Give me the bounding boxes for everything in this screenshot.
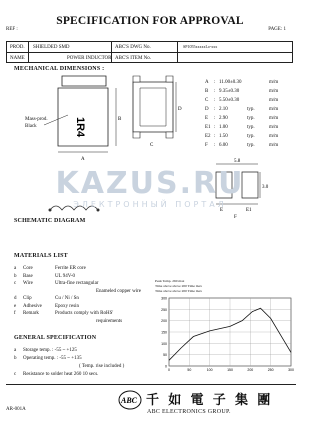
material-row [14, 311, 113, 316]
prod-label: PROD. [10, 45, 25, 50]
land-label-e1: E1 [246, 208, 252, 213]
general-text: Operating temp. : -55 ~ +135 [23, 356, 82, 361]
general-key: b [14, 356, 17, 361]
doc-ref: AR-001A [6, 407, 26, 412]
x-tick-label: 0 [168, 368, 170, 372]
material-name: Wire [23, 281, 33, 286]
dimension-value: 1.00 [219, 125, 228, 130]
mass-label: Mass-prod. [25, 117, 48, 122]
dwg-label: ABC'S DWG No. [115, 45, 151, 50]
prod-value: SHIELDED SMD [33, 45, 70, 50]
general-text: Resistance to solder heat 260 10 secs. [23, 372, 99, 377]
x-tick-label: 100 [206, 368, 213, 372]
material-desc: UL 94V-0 [55, 273, 76, 279]
general-row [14, 356, 82, 361]
dimension-note: typ. [247, 143, 255, 148]
marking-text: 1R4 [74, 117, 86, 138]
material-row [14, 274, 75, 279]
chart-note-2: Time above above 200 Time max [155, 284, 202, 288]
company-name-cn: 千 如 電 子 集 團 [146, 392, 274, 407]
general-key: c [14, 372, 17, 377]
general-heading: GENERAL SPECIFICATION [14, 335, 97, 341]
dimensions-table [205, 78, 297, 150]
material-name: Remark [23, 311, 39, 316]
dimension-row: F : 6.00 typ. m/m [205, 143, 279, 148]
dimension-key: E2 [205, 134, 211, 139]
material-row [55, 289, 141, 294]
general-text: Storage temp. : -55 ~ +125 [23, 348, 77, 353]
land-label-e: E [220, 208, 224, 213]
general-key: a [14, 348, 17, 353]
material-name: Adhesive [23, 303, 42, 309]
x-tick-label: 200 [247, 368, 254, 372]
dimension-note: typ. [247, 134, 255, 139]
y-tick-label: 250 [161, 307, 167, 312]
item-label: ABC'S ITEM No. [115, 56, 152, 61]
material-key: f [14, 311, 16, 316]
material-desc: Enameled copper wire [96, 288, 141, 294]
dwg-value: SP1055xxxxxLo-xxx [183, 44, 218, 49]
dimension-value: 1.50 [219, 134, 228, 139]
material-row [14, 266, 86, 271]
name-label: NAME [10, 56, 25, 61]
dimension-unit: m/m [269, 134, 279, 139]
y-tick-label: 150 [161, 330, 167, 335]
header-table [6, 41, 293, 63]
land-dim-w2: 5.8 [234, 159, 241, 164]
material-row [14, 281, 98, 286]
mass-color: Black [25, 124, 37, 129]
dimension-unit: m/m [269, 116, 279, 121]
material-desc: Cu / Ni / Sn [55, 296, 79, 301]
name-value: POWER INDUCTOR [67, 56, 112, 61]
dimension-row: C : 5.50±0.30 m/m [205, 98, 279, 103]
material-desc: Ferrite ER core [55, 266, 86, 271]
y-tick-label: 300 [161, 296, 167, 301]
dimension-key: E [205, 116, 209, 121]
svg-text:ABC: ABC [121, 396, 138, 405]
dimension-row: E2 : 1.50 typ. m/m [205, 134, 279, 139]
dimension-unit: m/m [269, 89, 279, 94]
dimension-key: D [205, 107, 209, 112]
general-text: ( Temp. rise included ) [79, 364, 125, 369]
x-tick-label: 250 [267, 368, 274, 372]
y-tick-label: 200 [161, 319, 167, 324]
material-desc: Epoxy resin [55, 303, 80, 309]
material-name: Base [23, 273, 33, 279]
company-logo [118, 388, 142, 412]
footer-divider [6, 384, 296, 385]
dimension-value: 5.50±0.30 [219, 98, 240, 103]
y-tick-label: 0 [165, 364, 167, 369]
general-row [70, 364, 124, 369]
dimension-row: B : 9.35±0.30 m/m [205, 89, 279, 94]
dimension-key: B [205, 89, 209, 94]
general-row [14, 348, 77, 353]
dim-label-a: A [81, 157, 85, 162]
x-tick-label: 300 [288, 368, 294, 372]
page-label: PAGE: 1 [268, 27, 286, 32]
document-title: SPECIFICATION FOR APPROVAL [56, 15, 244, 27]
reflow-chart [155, 296, 295, 376]
material-key: d [14, 296, 17, 301]
dimension-row: A : 11.00±0.30 m/m [205, 80, 279, 85]
x-tick-label: 50 [187, 368, 192, 372]
land-label-f: F [234, 215, 237, 220]
chart-note-3: Time above above 200 Time max [155, 289, 202, 293]
material-desc: Products comply with RoHS' [55, 311, 114, 316]
dimension-key: A [205, 80, 209, 85]
dimension-note: typ. [247, 107, 255, 112]
dimension-note: typ. [247, 125, 255, 130]
dimension-unit: m/m [269, 125, 279, 130]
dimension-value: 2.90 [219, 116, 228, 121]
material-desc: requirements [96, 318, 123, 324]
dim-label-b: B [118, 117, 122, 122]
dimension-unit: m/m [269, 143, 279, 148]
y-tick-label: 50 [163, 353, 167, 358]
material-key: b [14, 273, 17, 279]
material-row [14, 304, 79, 309]
dimension-value: 9.35±0.30 [219, 89, 240, 94]
material-name: Core [23, 266, 33, 271]
company-name-en: ABC ELECTRONICS GROUP. [147, 409, 231, 415]
material-key: a [14, 266, 17, 271]
land-dim-w1: 3.0 [262, 185, 269, 190]
watermark-subtitle: ЭЛЕКТРОННЫЙ ПОРТАЛ [73, 200, 227, 209]
dimension-row: E : 2.90 typ. m/m [205, 116, 279, 121]
watermark-logo: KAZUS.RU [55, 166, 245, 201]
material-name: Clip [23, 296, 32, 301]
ref-label: REF : [6, 27, 18, 32]
dim-label-d: D [178, 107, 182, 112]
dimension-value: 2.10 [219, 107, 228, 112]
dimension-key: F [205, 143, 208, 148]
leader-line [44, 114, 70, 128]
dimension-key: E1 [205, 125, 211, 130]
dimension-unit: m/m [269, 80, 279, 85]
dimension-row: E1 : 1.00 typ. m/m [205, 125, 279, 130]
y-tick-label: 100 [161, 341, 167, 346]
materials-heading: MATERIALS LIST [14, 253, 68, 259]
mechanical-heading: MECHANICAL DIMENSIONS : [14, 66, 105, 72]
x-tick-label: 150 [227, 368, 233, 372]
schematic-heading: SCHEMATIC DIAGRAM [14, 218, 86, 224]
dimension-note: typ. [247, 116, 255, 121]
dimension-unit: m/m [269, 107, 279, 112]
dimension-row: D : 2.10 typ. m/m [205, 107, 279, 112]
dim-label-c: C [150, 143, 154, 148]
material-desc: Ultra-fine rectangular [55, 281, 99, 286]
general-row [14, 372, 98, 377]
dimension-key: C [205, 98, 209, 103]
material-row [55, 319, 122, 324]
dimension-value: 6.00 [219, 143, 228, 148]
material-key: c [14, 281, 17, 286]
material-key: e [14, 303, 17, 309]
chart-note-1: Peak Temp. 260 max [155, 279, 185, 283]
dimension-unit: m/m [269, 98, 279, 103]
dimension-value: 11.00±0.30 [219, 80, 242, 85]
material-row [14, 296, 79, 301]
